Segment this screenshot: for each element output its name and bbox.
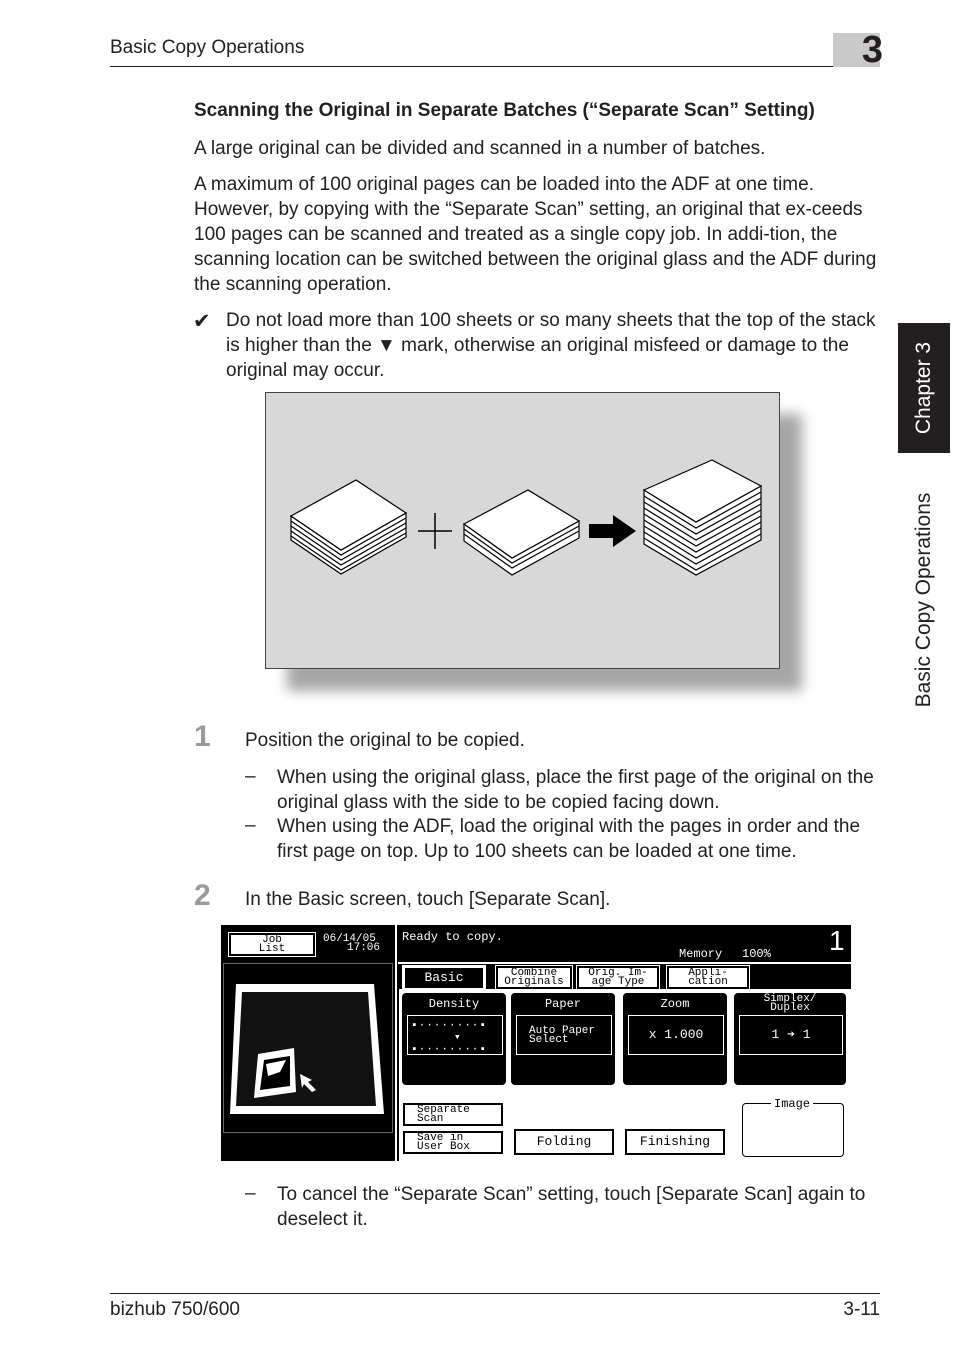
header-rule (110, 66, 880, 67)
simplex-duplex-button[interactable]: 1 ➔ 1 (739, 1015, 843, 1055)
arrow-right-icon: ➔ (787, 1027, 795, 1042)
screen-divider (395, 925, 397, 1161)
zoom-label: Zoom (660, 997, 690, 1011)
tab-strip-rule (398, 962, 851, 964)
density-slider[interactable]: ▪········▪ ▾ ▪········▪ (407, 1015, 503, 1055)
zoom-value-button[interactable]: x 1.000 (628, 1015, 724, 1055)
running-header: Basic Copy Operations (110, 37, 305, 58)
footer-rule (110, 1293, 880, 1294)
job-list-button[interactable]: Job List (229, 933, 315, 956)
tab-basic[interactable]: Basic (403, 966, 485, 990)
body-paragraph: A maximum of 100 original pages can be loaded into the ADF at one time. However, by copying with the “Separate Scan” setting, an original that ex-ceeds 100 pages can be scanned and treated as a single copy job. In addi-tion, the scanning location can be switched between the original glass and the ADF during the scanning operation. (194, 174, 877, 295)
memory-value: 100% (742, 947, 771, 961)
tab-application[interactable]: Appli- cation (667, 966, 749, 989)
step-1-bullet-1: When using the original glass, place the first page of the original on the original glass with the side to be copied facing down. (277, 767, 874, 813)
bullet-dash: – (245, 1183, 256, 1204)
caution-note: Do not load more than 100 sheets or so many sheets that the top of the stack is higher than the ▼ mark, otherwise an original misfeed or damage to the original may occur. (226, 310, 876, 381)
step-number-2: 2 (194, 879, 211, 912)
step-number-1: 1 (194, 720, 211, 753)
status-message: Ready to copy. (402, 930, 503, 944)
bullet-dash: – (245, 815, 256, 836)
step-2-bullet-1: To cancel the “Separate Scan” setting, touch [Separate Scan] again to deselect it. (277, 1184, 866, 1230)
original-stack-2-icon (464, 490, 579, 575)
step-1-bullet-2: When using the ADF, load the original with the pages in order and the first page on top. Up to 100 sheets can be loaded at one time. (277, 816, 861, 862)
duplex-label: Simplex/ Duplex (763, 993, 817, 1014)
memory-label: Memory (679, 947, 723, 961)
time-display: 17:06 (347, 942, 381, 954)
finishing-button[interactable]: Finishing (625, 1129, 725, 1155)
separate-batches-illustration (265, 392, 780, 669)
copy-count: 1 (829, 925, 845, 956)
footer-page-number: 3-11 (843, 1299, 880, 1320)
original-glass-preview (224, 964, 392, 1132)
paper-stacks-diagram (266, 393, 779, 668)
step-1-text: Position the original to be copied. (245, 730, 525, 751)
arrow-right-icon (589, 515, 636, 547)
separate-scan-button[interactable]: Separate Scan (403, 1103, 503, 1126)
folding-button[interactable]: Folding (514, 1129, 614, 1155)
checkmark-icon: ✔ (193, 310, 211, 333)
image-label: Image (771, 1097, 813, 1111)
save-in-user-box-button[interactable]: Save in User Box (403, 1131, 503, 1154)
chapter-number: 3 (861, 29, 883, 71)
section-heading: Scanning the Original in Separate Batches (“Separate Scan” Setting) (194, 100, 815, 121)
auto-paper-select-button[interactable]: Auto Paper Select (516, 1015, 612, 1055)
bullet-dash: – (245, 766, 256, 787)
preview-area (223, 963, 393, 1133)
copier-basic-screen (221, 925, 851, 1161)
intro-paragraph: A large original can be divided and scanned in a number of batches. (194, 138, 766, 159)
combined-stack-icon (644, 460, 761, 575)
paper-label: Paper (544, 997, 581, 1011)
plus-icon (418, 513, 452, 549)
original-stack-1-icon (291, 480, 406, 574)
density-label: Density (428, 997, 480, 1011)
tab-combine-originals[interactable]: Combine Originals (496, 966, 572, 989)
date-display: 06/14/05 (323, 933, 376, 945)
step-2-text: In the Basic screen, touch [Separate Scan]. (245, 889, 611, 910)
footer-model: bizhub 750/600 (110, 1299, 240, 1320)
chapter-side-label: Chapter 3 (912, 341, 935, 435)
image-preview-box (742, 1103, 844, 1157)
tab-orig-image-type[interactable]: Orig. Im- age Type (577, 966, 659, 989)
section-side-label: Basic Copy Operations (912, 492, 935, 708)
